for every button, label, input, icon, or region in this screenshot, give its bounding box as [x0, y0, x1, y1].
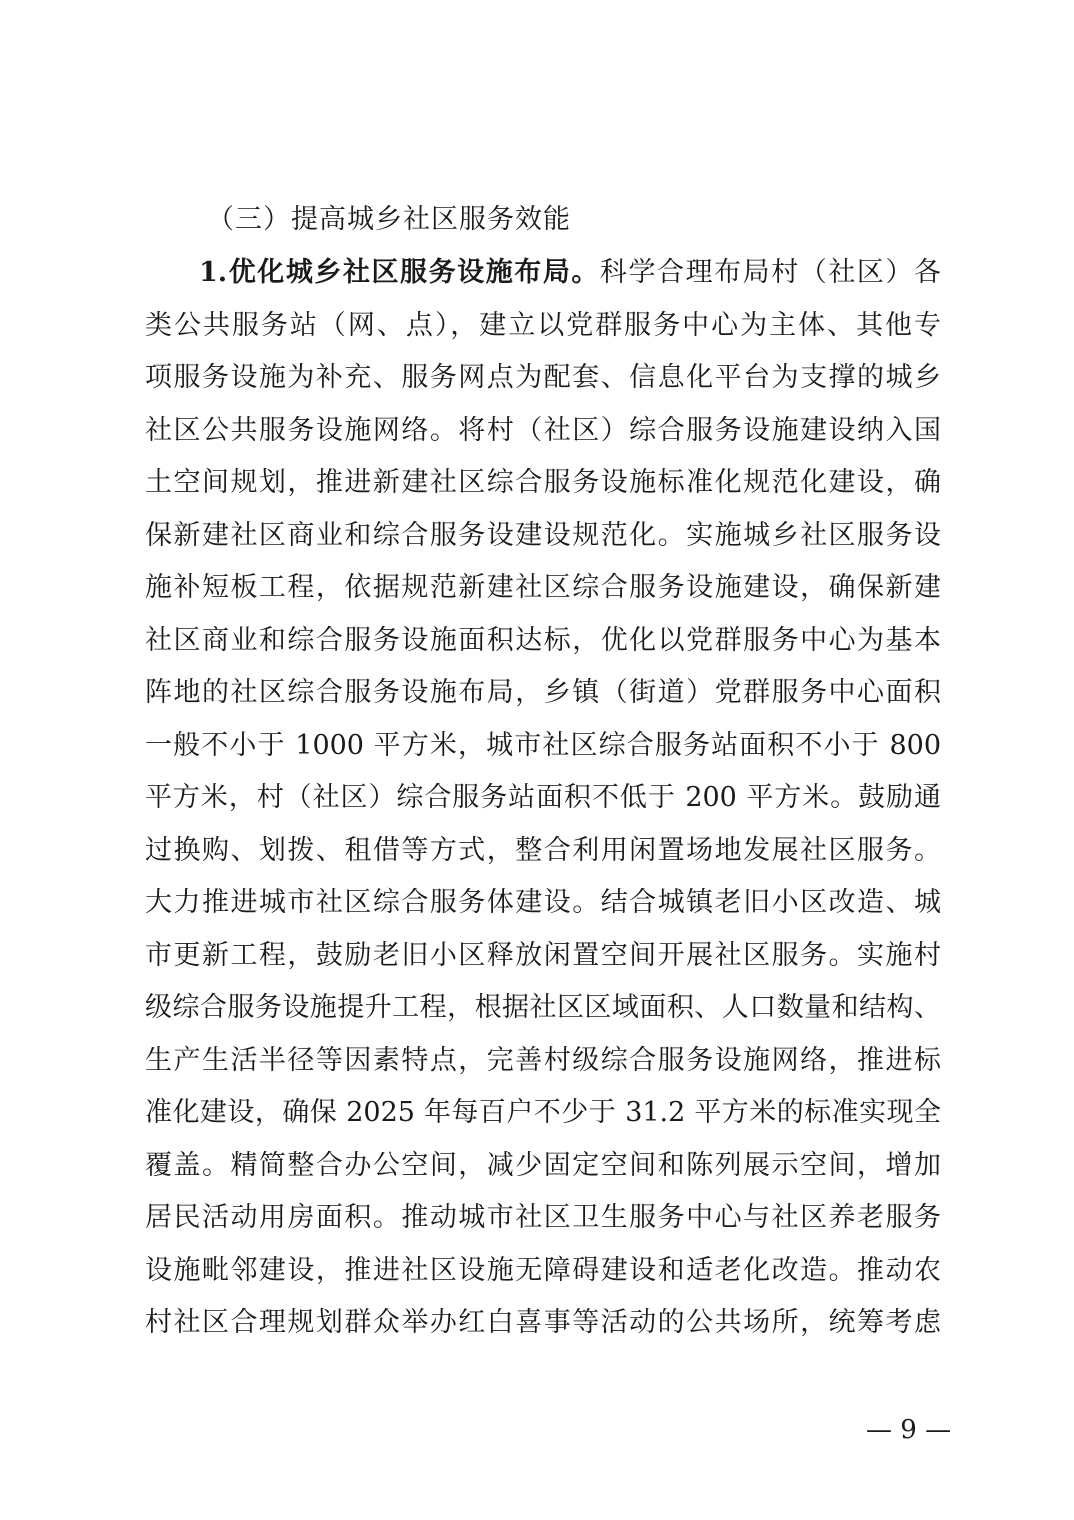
paragraph-line: 一般不小于 1000 平方米，城市社区综合服务站面积不小于 800: [145, 729, 941, 761]
paragraph-line: 平方米，村（社区）综合服务站面积不低于 200 平方米。鼓励通: [145, 782, 941, 813]
paragraph-line: 保新建社区商业和综合服务设建设规范化。实施城乡社区服务设: [145, 519, 941, 551]
paragraph-line: [145, 247, 941, 300]
paragraph-line-text: 科学合理布局村（社区）各: [599, 257, 941, 288]
paragraph-line: 过换购、划拨、租借等方式，整合利用闲置场地发展社区服务。: [145, 834, 941, 866]
paragraph-line: 设施毗邻建设，推进社区设施无障碍建设和适老化改造。推动农: [145, 1254, 941, 1286]
paragraph-line: 市更新工程，鼓励老旧小区释放闲置空间开展社区服务。实施村: [145, 939, 941, 971]
subsection-title: 1.优化城乡社区服务设施布局。: [199, 257, 600, 288]
paragraph-line: 施补短板工程，依据规范新建社区综合服务设施建设，确保新建: [145, 572, 941, 603]
paragraph-line: 社区公共服务设施网络。将村（社区）综合服务设施建设纳入国: [145, 414, 941, 446]
paragraph-line: 居民活动用房面积。推动城市社区卫生服务中心与社区养老服务: [145, 1202, 941, 1233]
paragraph-line: 阵地的社区综合服务设施布局，乡镇（街道）党群服务中心面积: [145, 677, 941, 708]
body-paragraph: [145, 247, 941, 1350]
paragraph-line: 覆盖。精简整合办公空间，减少固定空间和陈列展示空间，增加: [145, 1149, 941, 1181]
paragraph-line: 类公共服务站（网、点），建立以党群服务中心为主体、其他专: [145, 309, 941, 341]
paragraph-line: 级综合服务设施提升工程，根据社区区域面积、人口数量和结构、: [145, 992, 941, 1023]
page-number: — 9 —: [866, 1415, 952, 1445]
paragraph-line: 生产生活半径等因素特点，完善村级综合服务设施网络，推进标: [145, 1044, 941, 1076]
paragraph-line: 大力推进城市社区综合服务体建设。结合城镇老旧小区改造、城: [145, 887, 941, 918]
section-heading-text: （三）提高城乡社区服务效能: [207, 204, 571, 235]
paragraph-line: 村社区合理规划群众举办红白喜事等活动的公共场所，统筹考虑: [145, 1307, 941, 1338]
paragraph-line: 社区商业和综合服务设施面积达标，优化以党群服务中心为基本: [145, 624, 941, 656]
paragraph-line: 项服务设施为补充、服务网点为配套、信息化平台为支撑的城乡: [145, 362, 941, 393]
paragraph-line: 土空间规划，推进新建社区综合服务设施标准化规范化建设，确: [145, 467, 941, 498]
paragraph-line: 准化建设，确保 2025 年每百户不少于 31.2 平方米的标准实现全: [145, 1097, 941, 1128]
section-heading: [145, 196, 945, 244]
